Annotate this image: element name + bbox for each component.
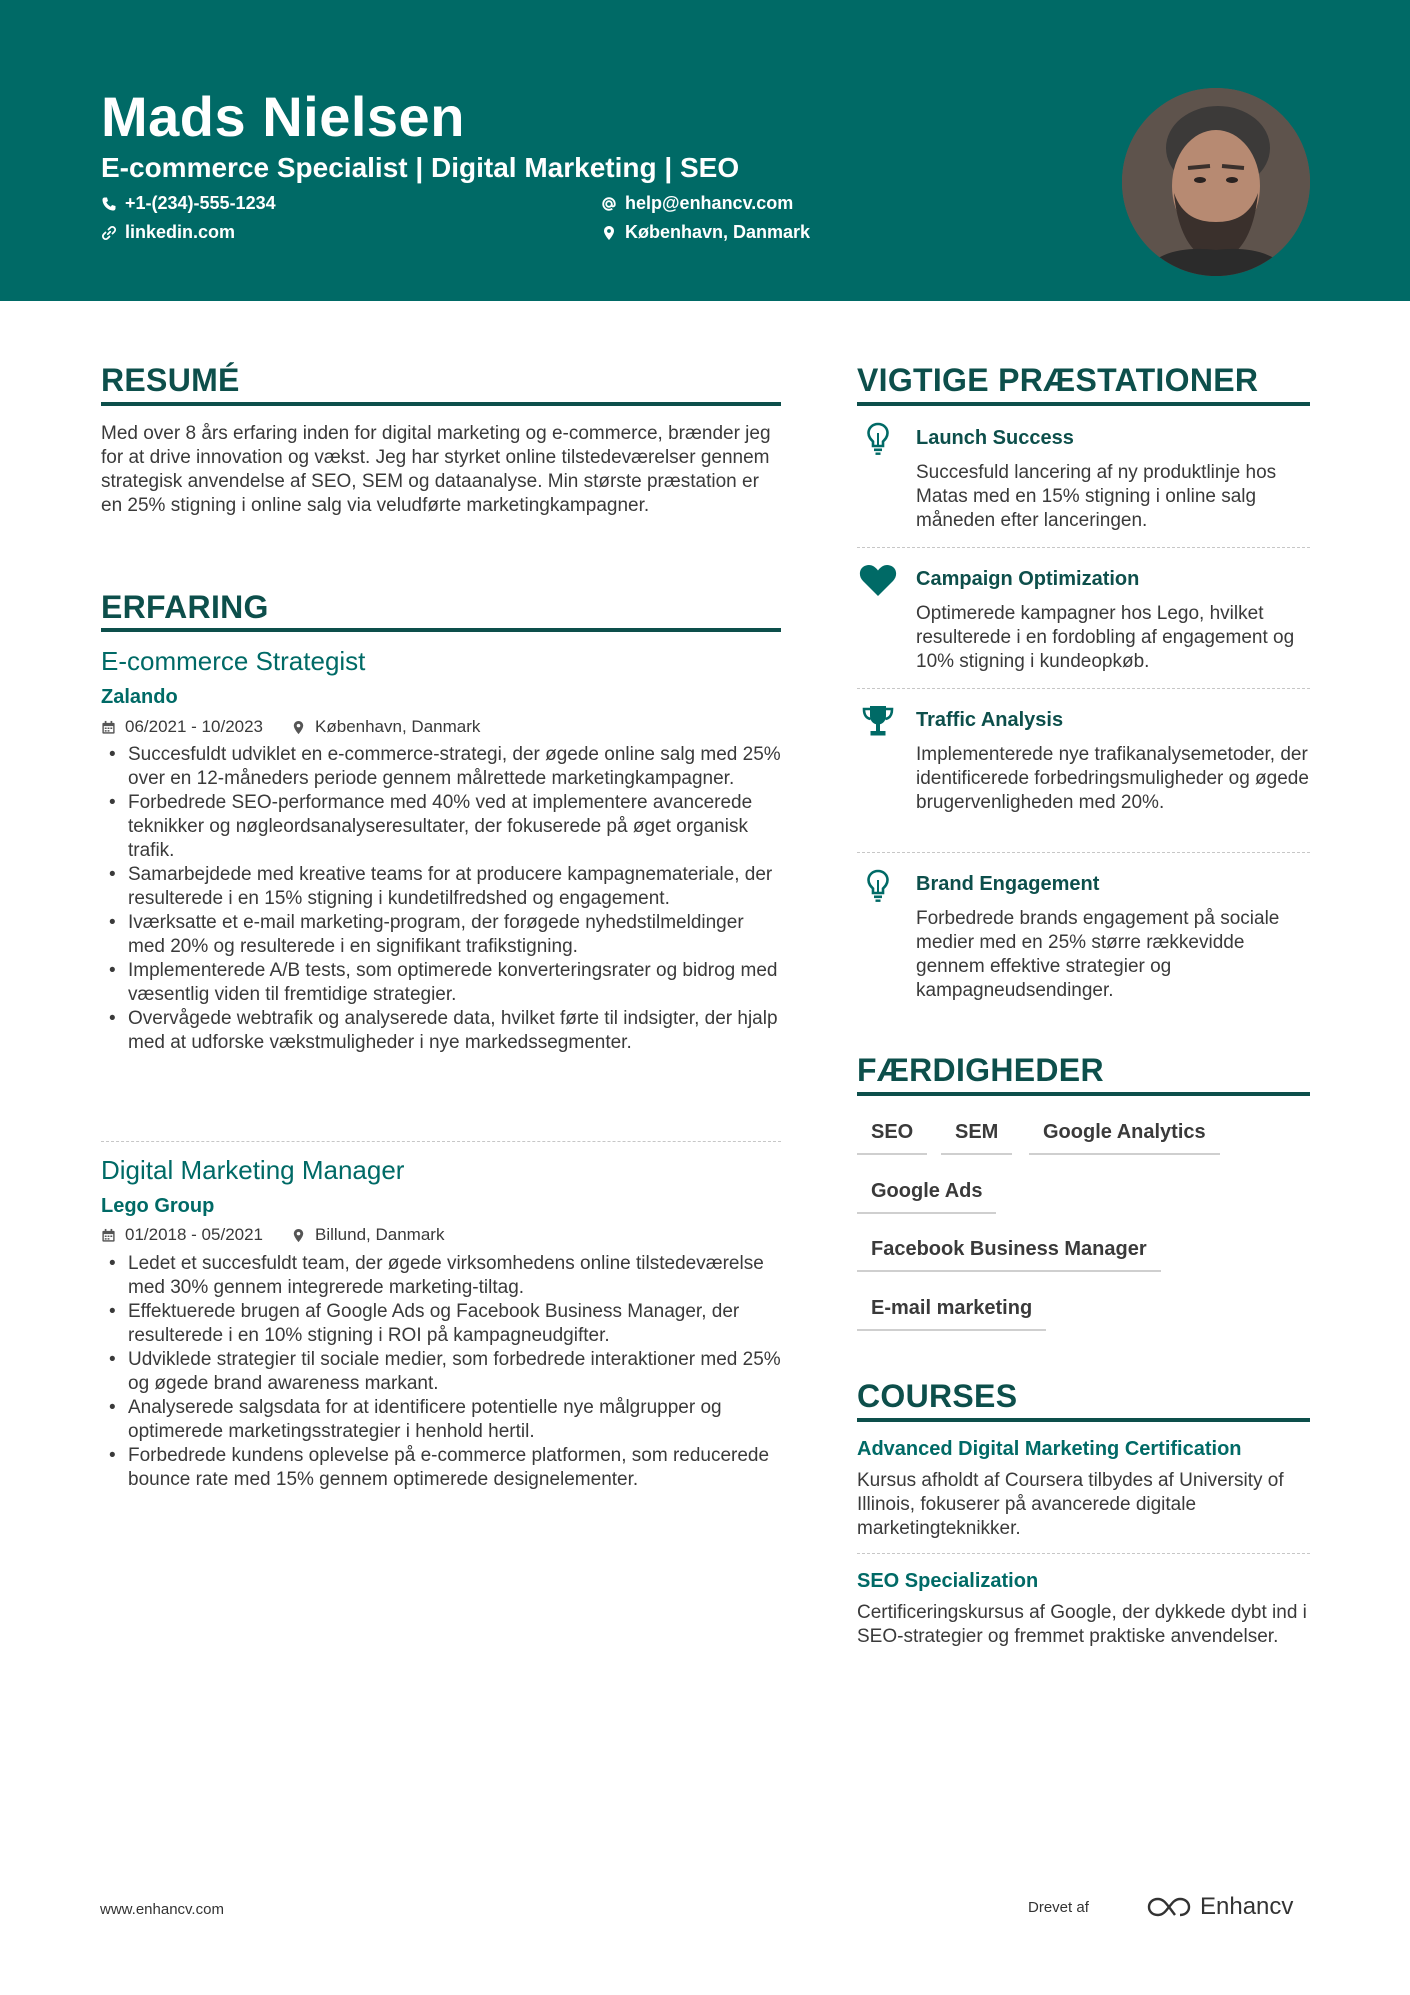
achievement-separator xyxy=(857,688,1310,689)
job-bullet: • Overvågede webtrafik og analyserede data, hvilket førte til indsigter, der hjalp med at udforske vækstmuligheder i nye markedssegmenter. xyxy=(101,1007,781,1055)
experience-divider xyxy=(101,628,781,632)
course-desc: Kursus afholdt af Coursera tilbydes af University of Illinois, fokuserer på avancerede digitale marketingteknikker. xyxy=(857,1470,1284,1539)
contact-phone[interactable] xyxy=(101,193,276,214)
job-bullet: • Samarbejdede med kreative teams for at producere kampagnemateriale, der resulterede i en 15% stigning i kundetilfredshed og engagement. xyxy=(101,863,781,911)
job-dates: 06/2021 - 10/2023 xyxy=(125,717,264,736)
lightbulb-icon xyxy=(858,868,898,908)
location-pin-icon xyxy=(291,1228,306,1243)
lightbulb-icon xyxy=(858,421,898,461)
job-title: Digital Marketing Manager xyxy=(101,1155,405,1185)
job-bullet: • Implementerede A/B tests, som optimerede konverteringsrater og bidrog med væsentlig viden til fremtidige strategier. xyxy=(101,959,781,1007)
job-bullet: • Forbedrede kundens oplevelse på e-commerce platformen, som reducerede bounce rate med 15% gennem optimerede designelementer. xyxy=(101,1444,791,1492)
job-bullet: • Iværksatte et e-mail marketing-program, der forøgede nyhedstilmeldinger med 20% og resulterede i en signifikant trafikstigning. xyxy=(101,911,781,959)
enhancv-logo-icon xyxy=(1146,1895,1192,1919)
calendar-icon xyxy=(101,1228,116,1243)
achievement-separator xyxy=(857,852,1310,853)
candidate-title: E-commerce Specialist | Digital Marketing | SEO xyxy=(101,152,740,183)
skills-divider xyxy=(857,1092,1310,1096)
course-title: SEO Specialization xyxy=(857,1570,1039,1592)
email-text: help@enhancv.com xyxy=(625,193,794,213)
job-separator xyxy=(101,1141,781,1142)
job-bullet: • Ledet et succesfuldt team, der øgede virksomhedens online tilstedeværelse med 30% gennem integrerede marketing-tiltag. xyxy=(101,1252,791,1300)
course-title: Advanced Digital Marketing Certification xyxy=(857,1438,1242,1460)
calendar-icon xyxy=(101,720,116,735)
courses-divider xyxy=(857,1418,1310,1422)
achievement-title: Traffic Analysis xyxy=(916,709,1064,731)
job-location: Billund, Danmark xyxy=(315,1225,445,1244)
link-icon xyxy=(101,225,117,241)
footer-powered-by: Drevet af xyxy=(1028,1899,1089,1916)
skill-tag: E-mail marketing xyxy=(857,1293,1046,1331)
job-meta xyxy=(101,1225,444,1245)
skill-tag: Google Ads xyxy=(857,1176,996,1214)
achievement-desc: Implementerede nye trafikanalysemetoder, der identificerede forbedringsmuligheder og øgede brugervenligheden med 20%. xyxy=(916,744,1309,813)
job-dates: 01/2018 - 05/2021 xyxy=(125,1225,264,1244)
avatar-portrait xyxy=(1122,88,1310,276)
heart-icon xyxy=(858,563,898,603)
location-pin-icon xyxy=(601,225,617,241)
skills-heading: FÆRDIGHEDER xyxy=(857,1052,1104,1088)
achievement-title: Campaign Optimization xyxy=(916,568,1140,590)
course-separator xyxy=(857,1553,1310,1554)
candidate-name: Mads Nielsen xyxy=(101,85,465,148)
phone-text: +1-(234)-555-1234 xyxy=(125,193,276,213)
location-text: København, Danmark xyxy=(625,222,811,242)
achievement-title: Launch Success xyxy=(916,427,1074,449)
skill-tag: SEO xyxy=(857,1117,927,1155)
summary-divider xyxy=(101,402,781,406)
phone-icon xyxy=(101,196,117,212)
contact-location xyxy=(601,222,810,243)
summary-text: Med over 8 års erfaring inden for digital marketing og e-commerce, brænder jeg for at drive innovation og vækst. Jeg har styrket online tilstedeværelser gennem strategisk anvendelse af SEO, SEM og dataanalyse. Min største præstation er en 25% stigning i online salg via veludførte marketingkampagner. xyxy=(101,423,771,516)
job-bullet: • Forbedrede SEO-performance med 40% ved at implementere avancerede teknikker og nøgleordsanalyseresultater, der fokuserede på øget organisk trafik. xyxy=(101,791,781,863)
job-location: København, Danmark xyxy=(315,717,481,736)
header-banner xyxy=(0,0,1410,301)
course-desc: Certificeringskursus af Google, der dykkede dybt ind i SEO-strategier og fremmet praktiske anvendelser. xyxy=(857,1602,1307,1647)
skill-tag: SEM xyxy=(941,1117,1012,1155)
job-title: E-commerce Strategist xyxy=(101,646,366,676)
achievements-divider xyxy=(857,402,1310,406)
skill-tag: Facebook Business Manager xyxy=(857,1234,1161,1272)
enhancv-logo-text: Enhancv xyxy=(1200,1893,1294,1920)
job-meta xyxy=(101,717,480,737)
achievement-desc: Optimerede kampagner hos Lego, hvilket resulterede i en fordobling af engagement og 10% stigning i kundeopkøb. xyxy=(916,603,1295,672)
skill-tag: Google Analytics xyxy=(1029,1117,1220,1155)
achievement-desc: Succesfuld lancering af ny produktlinje hos Matas med en 15% stigning i online salg måneden efter lanceringen. xyxy=(916,462,1277,531)
job-company: Zalando xyxy=(101,686,178,708)
profile-photo xyxy=(1122,88,1310,276)
contact-email[interactable] xyxy=(601,193,793,214)
job-bullets xyxy=(101,1252,791,1492)
job-bullet: • Analyserede salgsdata for at identificere potentielle nye målgrupper og optimerede marketingsstrategier i henhold hertil. xyxy=(101,1396,791,1444)
job-bullets xyxy=(101,743,781,1055)
summary-heading: RESUMÉ xyxy=(101,362,240,398)
contact-linkedin[interactable] xyxy=(101,222,235,243)
achievement-desc: Forbedrede brands engagement på sociale medier med en 25% større rækkevidde gennem effektive strategier og kampagneudsendinger. xyxy=(916,908,1280,1001)
at-icon xyxy=(601,196,617,212)
enhancv-logo[interactable] xyxy=(1146,1893,1293,1921)
location-pin-icon xyxy=(291,720,306,735)
footer-website[interactable]: www.enhancv.com xyxy=(100,1901,224,1918)
achievement-title: Brand Engagement xyxy=(916,873,1100,895)
job-bullet: • Udviklede strategier til sociale medier, som forbedrede interaktioner med 25% og øgede brand awareness markant. xyxy=(101,1348,791,1396)
achievement-separator xyxy=(857,547,1310,548)
trophy-icon xyxy=(858,703,898,743)
achievements-heading: VIGTIGE PRÆSTATIONER xyxy=(857,362,1259,398)
job-bullet: • Succesfuldt udviklet en e-commerce-strategi, der øgede online salg med 25% over en 12-måneders periode gennem målrettede marketingkampagner. xyxy=(101,743,781,791)
linkedin-text: linkedin.com xyxy=(125,222,236,242)
job-bullet: • Effektuerede brugen af Google Ads og Facebook Business Manager, der resulterede i en 10% stigning i ROI på kampagneudgifter. xyxy=(101,1300,791,1348)
job-company: Lego Group xyxy=(101,1195,215,1217)
experience-heading: ERFARING xyxy=(101,589,269,625)
courses-heading: COURSES xyxy=(857,1378,1018,1414)
